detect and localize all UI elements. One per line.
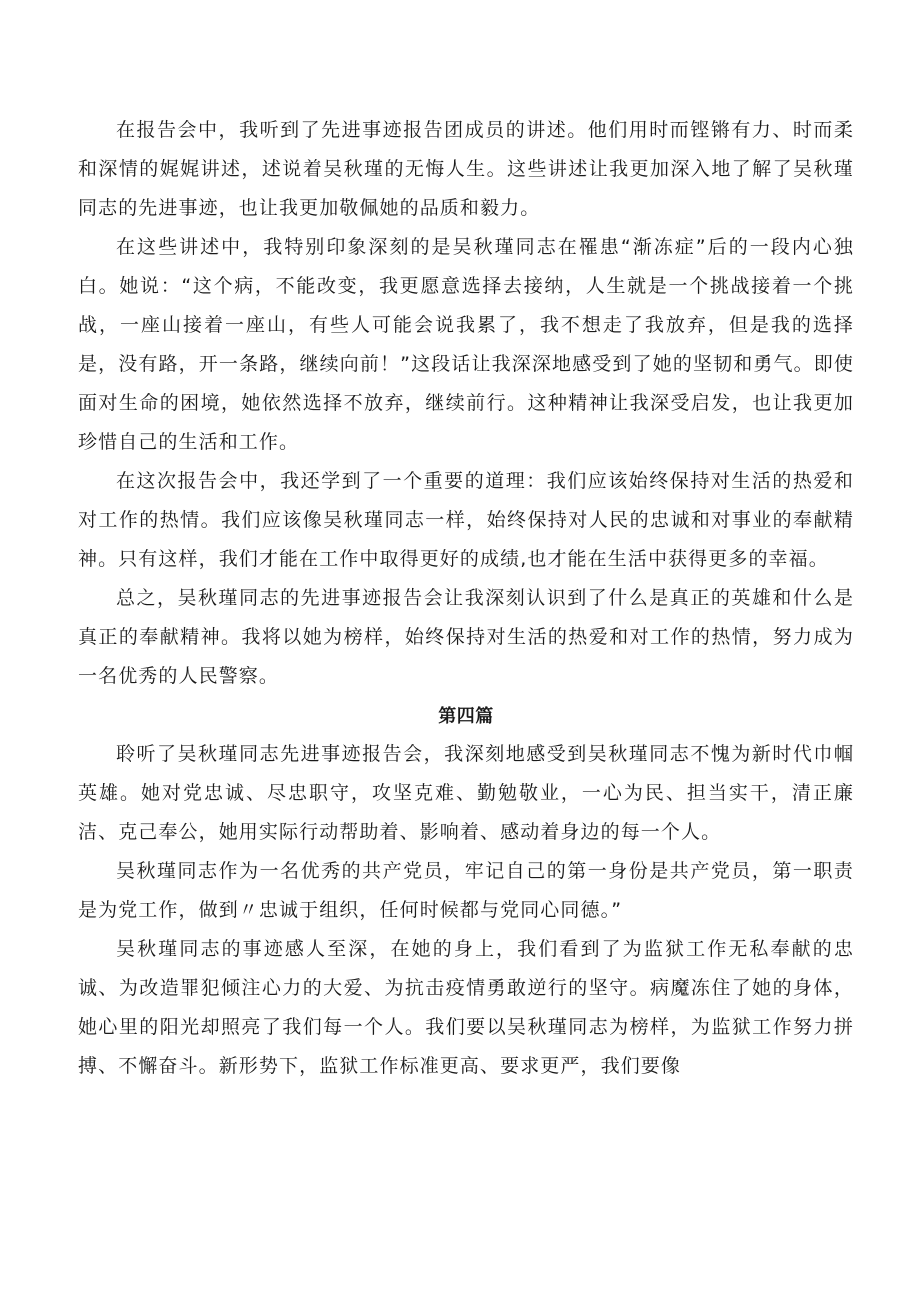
- paragraph-conclusion: 总之，吴秋瑾同志的先进事迹报告会让我深刻认识到了什么是真正的英雄和什么是真正的奉献精神。我将以她为榜样，始终保持对生活的热爱和对工作的热情，努力成为一名优秀的人民警察。: [78, 587, 854, 687]
- paragraph-inner-monologue: 在这些讲述中，我特别印象深刻的是吴秋瑾同志在罹患“渐冻症”后的一段内心独白。她说：“这个病，不能改变，我更愿意选择去接纳，人生就是一个挑战接着一个挑战，一座山接着一座山，有些人可能会说我累了，我不想走了我放弃，但是我的选择是，没有路，开一条路，继续向前！”这段话让我深深地感受到了她的坚韧和勇气。即使面对生命的困境，她依然选择不放弃，继续前行。这种精神让我深受启发，也让我更加珍惜自己的生活和工作。: [78, 236, 854, 453]
- paragraph-lesson-learned: 在这次报告会中，我还学到了一个重要的道理：我们应该始终保持对生活的热爱和对工作的热情。我们应该像吴秋瑾同志一样，始终保持对人民的忠诚和对事业的奉献精神。只有这样，我们才能在工作中取得更好的成绩,也才能在生活中获得更多的幸福。: [78, 470, 854, 570]
- paragraph-party-member: 吴秋瑾同志作为一名优秀的共产党员，牢记自己的第一身份是共产党员，第一职责是为党工作，做到〃忠诚于组织，任何时候都与党同心同德。”: [78, 860, 854, 921]
- paragraph-heroine-intro: 聆听了吴秋瑾同志先进事迹报告会，我深刻地感受到吴秋瑾同志不愧为新时代巾帼英雄。她对党忠诚、尽忠职守，攻坚克难、勤勉敬业，一心为民、担当实干，清正廉洁、克己奉公，她用实际行动帮助着、影响着、感动着身边的每一个人。: [78, 743, 854, 843]
- paragraph-inspiration: 吴秋瑾同志的事迹感人至深，在她的身上，我们看到了为监狱工作无私奉献的忠诚、为改造罪犯倾注心力的大爱、为抗击疫情勇敢逆行的坚守。病魔冻住了她的身体，她心里的阳光却照亮了我们每一个人。我们要以吴秋瑾同志为榜样，为监狱工作努力拼搏、不懈奋斗。新形势下，监狱工作标准更高、要求更严，我们要像: [78, 938, 854, 1077]
- paragraph-report-narration: 在报告会中，我听到了先进事迹报告团成员的讲述。他们用时而铿锵有力、时而柔和深情的娓娓讲述，述说着吴秋瑾的无悔人生。这些讲述让我更加深入地了解了吴秋瑾同志的先进事迹，也让我更加敬佩她的品质和毅力。: [78, 119, 854, 219]
- document-body: [78, 111, 854, 1086]
- section-title: 第四篇: [438, 706, 494, 727]
